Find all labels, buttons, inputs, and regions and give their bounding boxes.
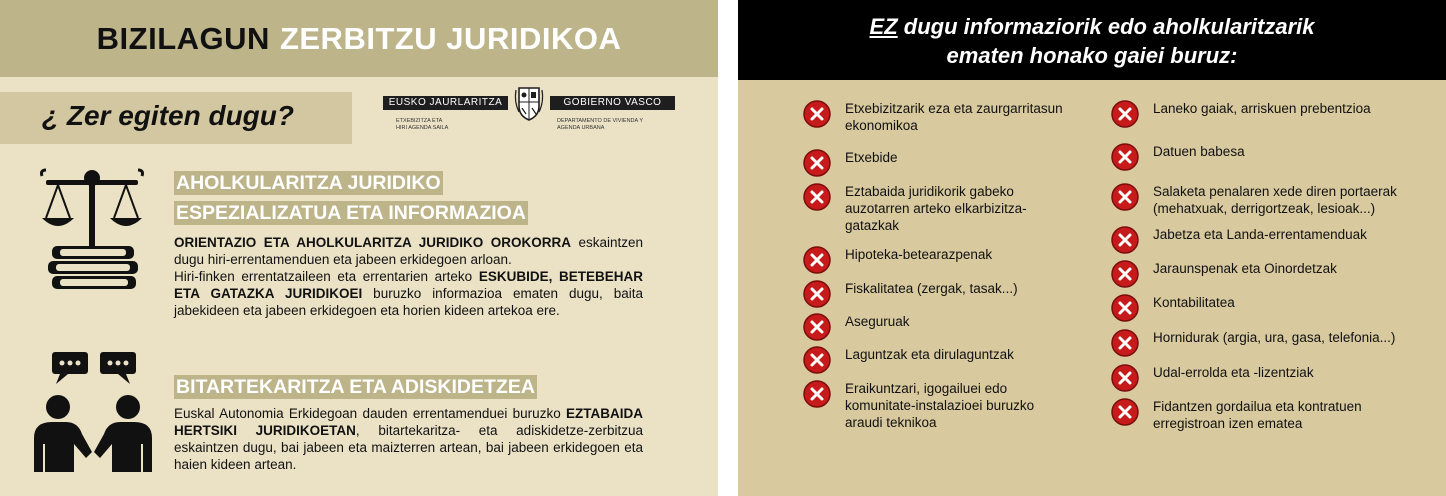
x-circle-icon — [1111, 226, 1139, 254]
list-item-label: Eztabaida juridikorik gabeko auzotarren arteko elkarbizitza-gatazkak — [845, 184, 1027, 233]
list-item — [1111, 364, 1431, 392]
list-item-label: Etxebizitzarik eza eta zaurgarritasun ekonomikoa — [845, 101, 1063, 133]
mediation-p-rest: , bitartekaritza- eta adiskidetze-zerbitzua eskaintzen dugu, bai jabeen eta maizterren artean, bai jabeen erkidegoen eta haien kideen artean. — [174, 423, 643, 472]
legal-advice-paragraph-1 — [174, 234, 643, 268]
mediation-p-bold: EZTABAIDA HERTSIKI JURIDIKOETAN — [174, 406, 643, 438]
x-circle-icon — [803, 246, 831, 274]
x-circle-icon — [1111, 398, 1139, 426]
x-circle-icon — [1111, 364, 1139, 392]
gov-name-spanish: GOBIERNO VASCO — [550, 96, 675, 110]
list-item — [1111, 260, 1431, 288]
x-circle-icon — [1111, 183, 1139, 211]
list-item — [1111, 329, 1431, 357]
section-mediation-title — [174, 376, 537, 399]
list-item-label: Datuen babesa — [1153, 144, 1245, 159]
list-item-label: Jaraunspenak eta Oinordetzak — [1153, 261, 1337, 276]
what-we-do-title: ¿ Zer egiten dugu? — [42, 100, 294, 131]
list-item-label: Aseguruak — [845, 314, 910, 329]
section-legal-advice-text — [174, 234, 643, 319]
not-covered-line1-rest: dugu informaziorik edo aholkularitzarik — [897, 14, 1315, 39]
list-item — [1111, 183, 1431, 217]
x-circle-icon — [1111, 100, 1139, 128]
list-item — [1111, 398, 1431, 432]
list-item — [803, 280, 1093, 308]
gov-dept-basque — [396, 118, 448, 132]
not-covered-header-line1 — [738, 0, 1446, 41]
x-circle-icon — [803, 100, 831, 128]
list-item-label: Jabetza eta Landa-errentamenduak — [1153, 227, 1367, 242]
x-circle-icon — [1111, 143, 1139, 171]
list-item — [1111, 226, 1431, 254]
section-legal-advice-title-line2 — [174, 202, 528, 225]
government-logo — [383, 84, 675, 136]
gov-dept-spanish-line1: DEPARTAMENTO DE VIVIENDA Y — [557, 118, 643, 124]
section-legal-advice-title-line1-text: AHOLKULARITZA JURIDIKO — [176, 172, 441, 194]
list-item — [803, 313, 1093, 341]
gov-dept-basque-line2: HIRI AGENDA SAILA — [396, 125, 449, 131]
list-item-label: Etxebide — [845, 150, 898, 165]
legal-advice-p1-rest: eskaintzen dugu hiri-errentamenduen eta jabeen erkidegoen arloan. — [174, 235, 644, 267]
list-item-label: Kontabilitatea — [1153, 295, 1235, 310]
x-circle-icon — [803, 380, 831, 408]
x-circle-icon — [1111, 329, 1139, 357]
mediation-people-icon — [30, 352, 156, 474]
x-circle-icon — [803, 280, 831, 308]
page-title — [0, 0, 718, 77]
not-covered-header-line2: ematen honako gaiei buruz: — [946, 43, 1238, 68]
list-item — [803, 246, 1093, 274]
x-circle-icon — [803, 183, 831, 211]
list-item-label: Udal-errolda eta -lizentziak — [1153, 365, 1314, 380]
x-circle-icon — [1111, 260, 1139, 288]
list-item — [1111, 294, 1431, 322]
x-circle-icon — [803, 313, 831, 341]
section-legal-advice-title-line2-text: ESPEZIALIZATUA ETA INFORMAZIOA — [176, 202, 526, 224]
list-item-label: Eraikuntzari, igogailuei edo komunitate-instalazioei buruzko araudi teknikoa — [845, 381, 1035, 430]
section-mediation-title-text: BITARTEKARITZA ETA ADISKIDETZEA — [176, 376, 535, 398]
gov-dept-basque-line1: ETXEBIZITZA ETA — [396, 118, 443, 124]
legal-advice-p1-bold: ORIENTAZIO ETA AHOLKULARITZA JURIDIKO OROKORRA — [174, 235, 571, 250]
x-circle-icon — [803, 346, 831, 374]
list-item-label: Hornidurak (argia, ura, gasa, telefonia...) — [1153, 330, 1396, 345]
list-item — [1111, 100, 1431, 128]
legal-advice-p2-start: Hiri-finken errentatzaileen eta errentarien arteko — [174, 269, 479, 284]
not-covered-header — [738, 0, 1446, 80]
legal-advice-p2-rest: buruzko informazioa ematen dugu, baita jabekideen eta jabeen erkidegoen eta horien kideen artekoa ere. — [174, 286, 643, 318]
list-item — [803, 380, 1093, 431]
coat-of-arms-icon — [512, 84, 546, 122]
list-item-label: Laneko gaiak, arriskuen prebentzioa — [1153, 101, 1371, 116]
gov-dept-spanish-line2: AGENDA URBANA — [557, 125, 605, 131]
list-item-label: Salaketa penalaren xede diren portaerak (mehatxuak, derrigortzeak, lesioak...) — [1153, 184, 1397, 216]
list-item-label: Laguntzak eta dirulaguntzak — [845, 347, 1014, 362]
section-legal-advice-title-line1 — [174, 172, 443, 195]
section-mediation-text — [174, 405, 643, 473]
legal-advice-p2-bold: ESKUBIDE, BETEBEHAR ETA GATAZKA JURIDIKOEI — [174, 269, 643, 301]
list-item — [803, 100, 1093, 134]
x-circle-icon — [1111, 294, 1139, 322]
list-item-label: Hipoteka-betearazpenak — [845, 247, 993, 262]
gov-name-basque: EUSKO JAURLARITZA — [383, 96, 508, 110]
list-item — [803, 346, 1093, 374]
x-circle-icon — [803, 149, 831, 177]
title-part-1: BIZILAGUN — [96, 20, 270, 56]
list-item-label: Fidantzen gordailua eta kontratuen erregistroan izen ematea — [1153, 399, 1362, 431]
list-item — [803, 149, 1093, 177]
title-part-2: ZERBITZU JURIDIKOA — [279, 20, 622, 56]
scales-of-justice-icon — [36, 166, 148, 292]
mediation-p-start: Euskal Autonomia Erkidegoan dauden errentamenduei buruzko — [174, 406, 566, 421]
legal-advice-paragraph-2 — [174, 268, 643, 319]
list-item — [803, 183, 1093, 234]
list-item-label: Fiskalitatea (zergak, tasak...) — [845, 281, 1018, 296]
list-item — [1111, 143, 1431, 171]
gov-dept-spanish — [557, 118, 643, 132]
not-covered-ez: EZ — [869, 14, 898, 39]
